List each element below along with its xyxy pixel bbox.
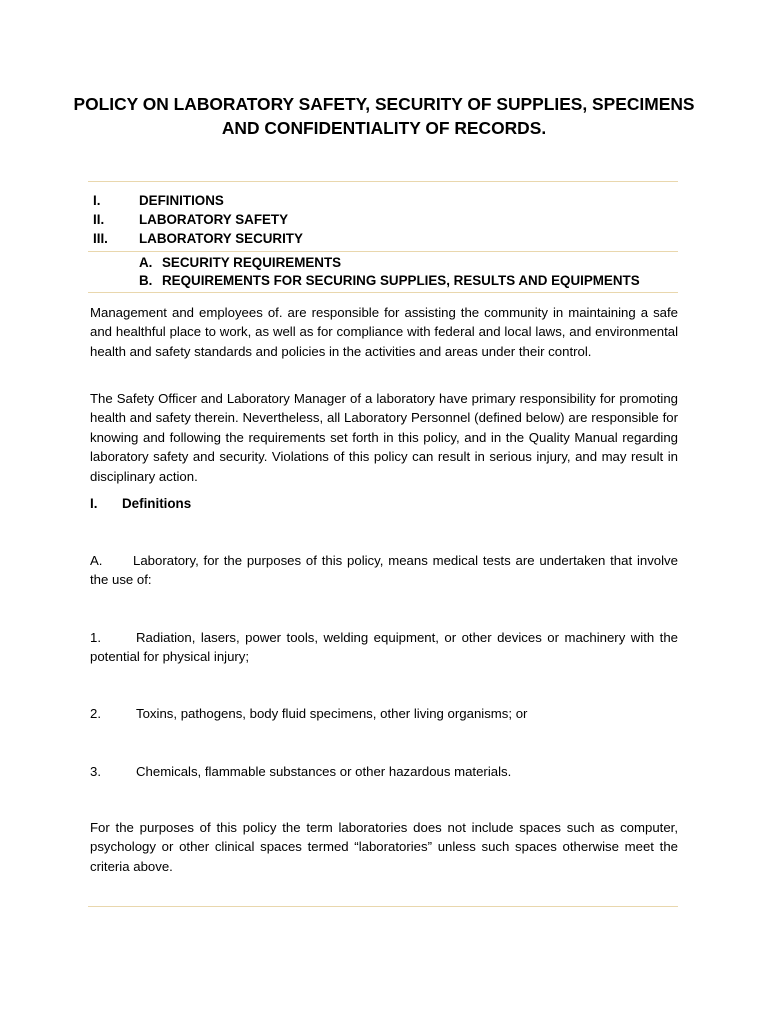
toc-item: II. LABORATORY SAFETY xyxy=(93,212,289,227)
list-item: 1. Radiation, lasers, power tools, welding equipment, or other devices or machinery with the potential for physical injury; xyxy=(90,630,678,665)
list-item: 3. Chemicals, flammable substances or other hazardous materials. xyxy=(90,764,512,779)
toc-subitem: A. SECURITY REQUIREMENTS xyxy=(139,255,342,270)
title-line-2: AND CONFIDENTIALITY OF RECORDS. xyxy=(221,118,547,138)
toc-item: III. LABORATORY SECURITY xyxy=(93,231,303,246)
definition-a: A. Laboratory, for the purposes of this policy, means medical tests are undertaken that involve the use of: xyxy=(90,553,678,588)
paragraph: The Safety Officer and Laboratory Manager of a laboratory have primary responsibility for promoting health and safety therein. Nevertheless, all Laboratory Personnel (defined below) are responsible for knowing and following the requirements set forth in this policy, and in the Quality Manual regarding laboratory safety and security. Violations of this policy can result in serious injury, and may result in disciplinary action. xyxy=(90,391,678,484)
page-title xyxy=(70,92,698,140)
list-item: 2. Toxins, pathogens, body fluid specimens, other living organisms; or xyxy=(90,706,528,721)
divider xyxy=(88,181,678,182)
toc-subitem: B. REQUIREMENTS FOR SECURING SUPPLIES, RESULTS AND EQUIPMENTS xyxy=(139,273,640,288)
paragraph: Management and employees of. are responsible for assisting the community in maintaining a safe and healthful place to work, as well as for compliance with federal and local laws, and environmental health and safety standards and policies in the activities and areas under their control. xyxy=(90,305,678,359)
footer-divider xyxy=(88,906,678,907)
divider xyxy=(88,251,678,252)
section-heading: I. Definitions xyxy=(90,496,192,511)
closing-paragraph: For the purposes of this policy the term laboratories does not include spaces such as computer, psychology or other clinical spaces termed “laboratories” unless such spaces otherwise meet the criteria above. xyxy=(90,820,678,874)
divider xyxy=(88,292,678,293)
toc-item: I. DEFINITIONS xyxy=(93,193,224,208)
title-line-1: POLICY ON LABORATORY SAFETY, SECURITY OF SUPPLIES, SPECIMENS xyxy=(73,94,695,114)
